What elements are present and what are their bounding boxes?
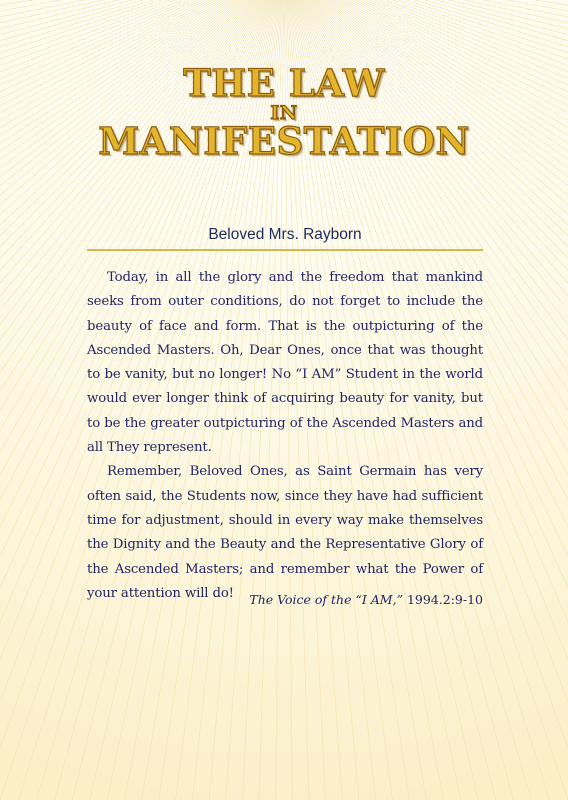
title-line-2: IN (270, 102, 298, 124)
title-line-3: MANIFESTATION (98, 119, 470, 163)
citation-reference: 1994.2:9-10 (402, 592, 483, 607)
title-line-1: THE LAW (183, 61, 385, 105)
heading-divider (87, 249, 483, 251)
paragraph-1: Today, in all the glory and the freedom that mankind seeks from outer conditions, do not forget to include the beauty of face and form. That is the outpicturing of the Ascended Masters. Oh, Dear Ones, once that was thought to be vanity, but no longer! No “I AM” Student in the world would ever longer think of acquiring beauty for vanity, but to be the greater outpicturing of the Ascended Masters and all They represent. (87, 270, 483, 456)
addressee-heading: Beloved Mrs. Rayborn (208, 226, 362, 243)
paragraph-2: Remember, Beloved Ones, as Saint Germain has very often said, the Students now, since they have had sufficient time for adjustment, should in every way make themselves the Dignity and the Beauty and the Representative Glory of the Ascended Masters; and remember what the Power of your attention will do! (87, 464, 483, 601)
citation (87, 590, 483, 610)
citation-source: The Voice of the “I AM,” (249, 592, 403, 607)
body-text (87, 266, 483, 606)
